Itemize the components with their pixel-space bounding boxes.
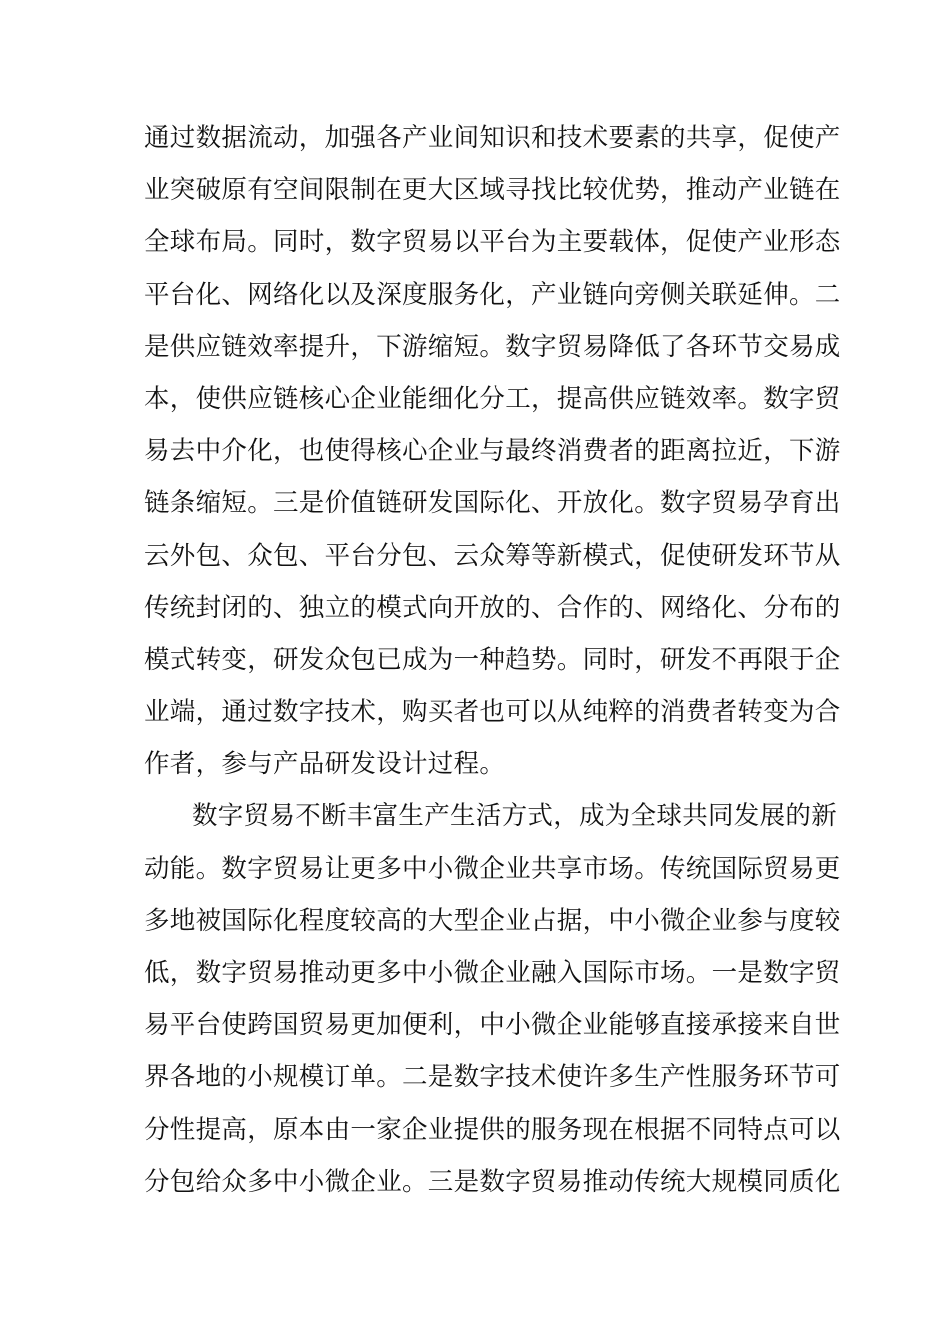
text-line: 链条缩短。三是价值链研发国际化、开放化。数字贸易孕育出 (144, 488, 841, 519)
text-line: 云外包、众包、平台分包、云众筹等新模式，促使研发环节从 (144, 540, 841, 571)
text-line: 模式转变，研发众包已成为一种趋势。同时，研发不再限于企 (144, 644, 841, 675)
paragraph-first-line: 数字贸易不断丰富生产生活方式，成为全球共同发展的新 (192, 801, 838, 832)
text-line: 传统封闭的、独立的模式向开放的、合作的、网络化、分布的 (144, 592, 841, 623)
text-line: 全球布局。同时，数字贸易以平台为主要载体，促使产业形态 (144, 227, 841, 258)
text-line: 易平台使跨国贸易更加便利，中小微企业能够直接承接来自世 (144, 1010, 841, 1041)
text-line: 界各地的小规模订单。二是数字技术使许多生产性服务环节可 (144, 1062, 841, 1093)
text-line: 分性提高，原本由一家企业提供的服务现在根据不同特点可以 (144, 1114, 841, 1145)
text-line: 业端，通过数字技术，购买者也可以从纯粹的消费者转变为合 (144, 697, 841, 728)
body-text (144, 112, 841, 1208)
text-line: 业突破原有空间限制在更大区域寻找比较优势，推动产业链在 (144, 175, 841, 206)
text-line: 低，数字贸易推动更多中小微企业融入国际市场。一是数字贸 (144, 958, 841, 988)
text-line: 多地被国际化程度较高的大型企业占据，中小微企业参与度较 (144, 905, 841, 936)
text-line: 动能。数字贸易让更多中小微企业共享市场。传统国际贸易更 (144, 853, 841, 884)
text-line: 平台化、网络化以及深度服务化，产业链向旁侧关联延伸。二 (144, 279, 841, 310)
text-line: 通过数据流动，加强各产业间知识和技术要素的共享，促使产 (144, 123, 841, 153)
text-line: 本，使供应链核心企业能细化分工，提高供应链效率。数字贸 (144, 383, 841, 414)
text-line: 作者，参与产品研发设计过程。 (144, 749, 506, 780)
text-line: 分包给众多中小微企业。三是数字贸易推动传统大规模同质化 (144, 1166, 841, 1197)
text-line: 易去中介化，也使得核心企业与最终消费者的距离拉近，下游 (144, 436, 841, 467)
text-line: 是供应链效率提升，下游缩短。数字贸易降低了各环节交易成 (144, 331, 841, 362)
